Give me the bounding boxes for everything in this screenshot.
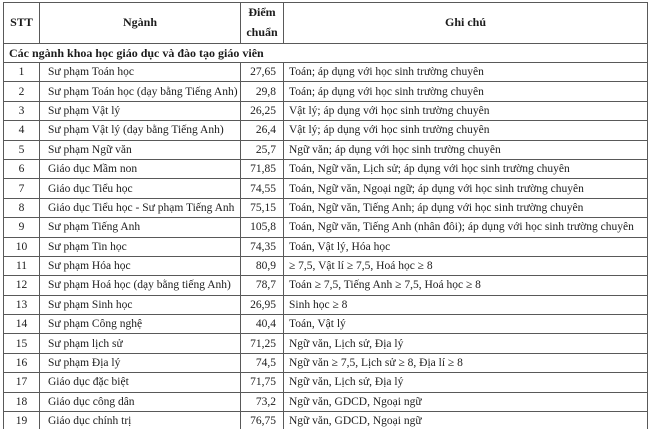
score-cell: 26,4 xyxy=(241,121,284,140)
score-cell: 25,7 xyxy=(241,140,284,159)
note-cell: Sinh học ≥ 8 xyxy=(284,295,648,314)
table-row xyxy=(4,295,648,314)
major-cell: Sư phạm Vật lý (dạy bằng Tiếng Anh) xyxy=(40,121,241,140)
major-cell: Sư phạm Tin học xyxy=(40,237,241,256)
column-header-ghichu: Ghi chú xyxy=(284,3,648,44)
score-cell: 26,95 xyxy=(241,295,284,314)
score-cell: 40,4 xyxy=(241,315,284,334)
score-cell: 26,25 xyxy=(241,101,284,120)
table-row xyxy=(4,373,648,392)
major-cell: Sư phạm Ngữ văn xyxy=(40,140,241,159)
major-cell: Sư phạm lịch sử xyxy=(40,334,241,353)
score-cell: 74,5 xyxy=(241,353,284,372)
row-number-cell: 7 xyxy=(4,179,40,198)
note-cell: Toán, Vật lý xyxy=(284,315,648,334)
row-number-cell: 15 xyxy=(4,334,40,353)
major-cell: Giáo dục chính trị xyxy=(40,412,241,429)
major-cell: Sư phạm Hóa học xyxy=(40,256,241,275)
row-number-cell: 10 xyxy=(4,237,40,256)
row-number-cell: 14 xyxy=(4,315,40,334)
table-header-row xyxy=(4,3,648,44)
note-cell: Toán, Ngữ văn, Tiếng Anh (nhân đôi); áp dụng với học sinh trường chuyên xyxy=(284,218,648,237)
note-cell: Toán, Vật lý, Hóa học xyxy=(284,237,648,256)
table-row xyxy=(4,140,648,159)
note-cell: Ngữ văn; áp dụng với học sinh trường chuyên xyxy=(284,140,648,159)
table-body xyxy=(4,44,648,429)
score-cell: 80,9 xyxy=(241,256,284,275)
major-cell: Giáo dục Tiểu học xyxy=(40,179,241,198)
row-number-cell: 8 xyxy=(4,198,40,217)
row-number-cell: 3 xyxy=(4,101,40,120)
score-cell: 105,8 xyxy=(241,218,284,237)
section-header-row xyxy=(4,44,648,63)
column-header-stt: STT xyxy=(4,3,40,44)
table-row xyxy=(4,353,648,372)
major-cell: Sư phạm Sinh học xyxy=(40,295,241,314)
score-cell: 29,8 xyxy=(241,82,284,101)
major-cell: Sư phạm Địa lý xyxy=(40,353,241,372)
score-cell: 71,85 xyxy=(241,159,284,178)
note-cell: Toán; áp dụng với học sinh trường chuyên xyxy=(284,63,648,82)
major-cell: Sư phạm Toán học xyxy=(40,63,241,82)
row-number-cell: 1 xyxy=(4,63,40,82)
note-cell: Ngữ văn, GDCD, Ngoại ngữ xyxy=(284,412,648,429)
row-number-cell: 2 xyxy=(4,82,40,101)
score-cell: 27,65 xyxy=(241,63,284,82)
score-cell: 78,7 xyxy=(241,276,284,295)
score-cell: 74,55 xyxy=(241,179,284,198)
row-number-cell: 6 xyxy=(4,159,40,178)
note-cell: Toán ≥ 7,5, Tiếng Anh ≥ 7,5, Hoá học ≥ 8 xyxy=(284,276,648,295)
section-title: Các ngành khoa học giáo dục và đào tạo giáo viên xyxy=(4,44,648,63)
table-row xyxy=(4,334,648,353)
row-number-cell: 16 xyxy=(4,353,40,372)
major-cell: Giáo dục Mầm non xyxy=(40,159,241,178)
major-cell: Giáo dục công dân xyxy=(40,392,241,411)
row-number-cell: 5 xyxy=(4,140,40,159)
table-row xyxy=(4,82,648,101)
column-header-diem: Điểm chuẩn xyxy=(241,3,284,44)
table-row xyxy=(4,256,648,275)
row-number-cell: 17 xyxy=(4,373,40,392)
score-cell: 75,15 xyxy=(241,198,284,217)
table-row xyxy=(4,179,648,198)
score-cell: 74,35 xyxy=(241,237,284,256)
major-cell: Giáo dục Tiểu học - Sư phạm Tiếng Anh xyxy=(40,198,241,217)
note-cell: Toán; áp dụng với học sinh trường chuyên xyxy=(284,82,648,101)
major-cell: Sư phạm Tiếng Anh xyxy=(40,218,241,237)
table-row xyxy=(4,392,648,411)
admission-scores-table xyxy=(3,2,648,429)
table-row xyxy=(4,276,648,295)
score-cell: 71,25 xyxy=(241,334,284,353)
table-row xyxy=(4,198,648,217)
note-cell: Vật lý; áp dụng với học sinh trường chuyên xyxy=(284,121,648,140)
table-row xyxy=(4,237,648,256)
major-cell: Giáo dục đặc biệt xyxy=(40,373,241,392)
note-cell: Toán, Ngữ văn, Lịch sử; áp dụng với học sinh trường chuyên xyxy=(284,159,648,178)
major-cell: Sư phạm Vật lý xyxy=(40,101,241,120)
table-row xyxy=(4,159,648,178)
note-cell: Toán, Ngữ văn, Ngoại ngữ; áp dụng với học sinh trường chuyên xyxy=(284,179,648,198)
table-row xyxy=(4,412,648,429)
table-row xyxy=(4,218,648,237)
table-row xyxy=(4,315,648,334)
row-number-cell: 11 xyxy=(4,256,40,275)
column-header-nganh: Ngành xyxy=(40,3,241,44)
row-number-cell: 4 xyxy=(4,121,40,140)
table-row xyxy=(4,121,648,140)
note-cell: Ngữ văn, GDCD, Ngoại ngữ xyxy=(284,392,648,411)
table-row xyxy=(4,63,648,82)
score-cell: 76,75 xyxy=(241,412,284,429)
note-cell: Vật lý; áp dụng với học sinh trường chuyên xyxy=(284,101,648,120)
note-cell: Ngữ văn, Lịch sử, Địa lý xyxy=(284,334,648,353)
note-cell: ≥ 7,5, Vật lí ≥ 7,5, Hoá học ≥ 8 xyxy=(284,256,648,275)
row-number-cell: 19 xyxy=(4,412,40,429)
score-cell: 71,75 xyxy=(241,373,284,392)
note-cell: Ngữ văn, Lịch sử, Địa lý xyxy=(284,373,648,392)
note-cell: Ngữ văn ≥ 7,5, Lịch sử ≥ 8, Địa lí ≥ 8 xyxy=(284,353,648,372)
major-cell: Sư phạm Toán học (dạy bằng Tiếng Anh) xyxy=(40,82,241,101)
row-number-cell: 13 xyxy=(4,295,40,314)
row-number-cell: 18 xyxy=(4,392,40,411)
row-number-cell: 9 xyxy=(4,218,40,237)
note-cell: Toán, Ngữ văn, Tiếng Anh; áp dụng với học sinh trường chuyên xyxy=(284,198,648,217)
major-cell: Sư phạm Công nghệ xyxy=(40,315,241,334)
score-cell: 73,2 xyxy=(241,392,284,411)
table-row xyxy=(4,101,648,120)
major-cell: Sư phạm Hoá học (dạy bằng tiếng Anh) xyxy=(40,276,241,295)
row-number-cell: 12 xyxy=(4,276,40,295)
